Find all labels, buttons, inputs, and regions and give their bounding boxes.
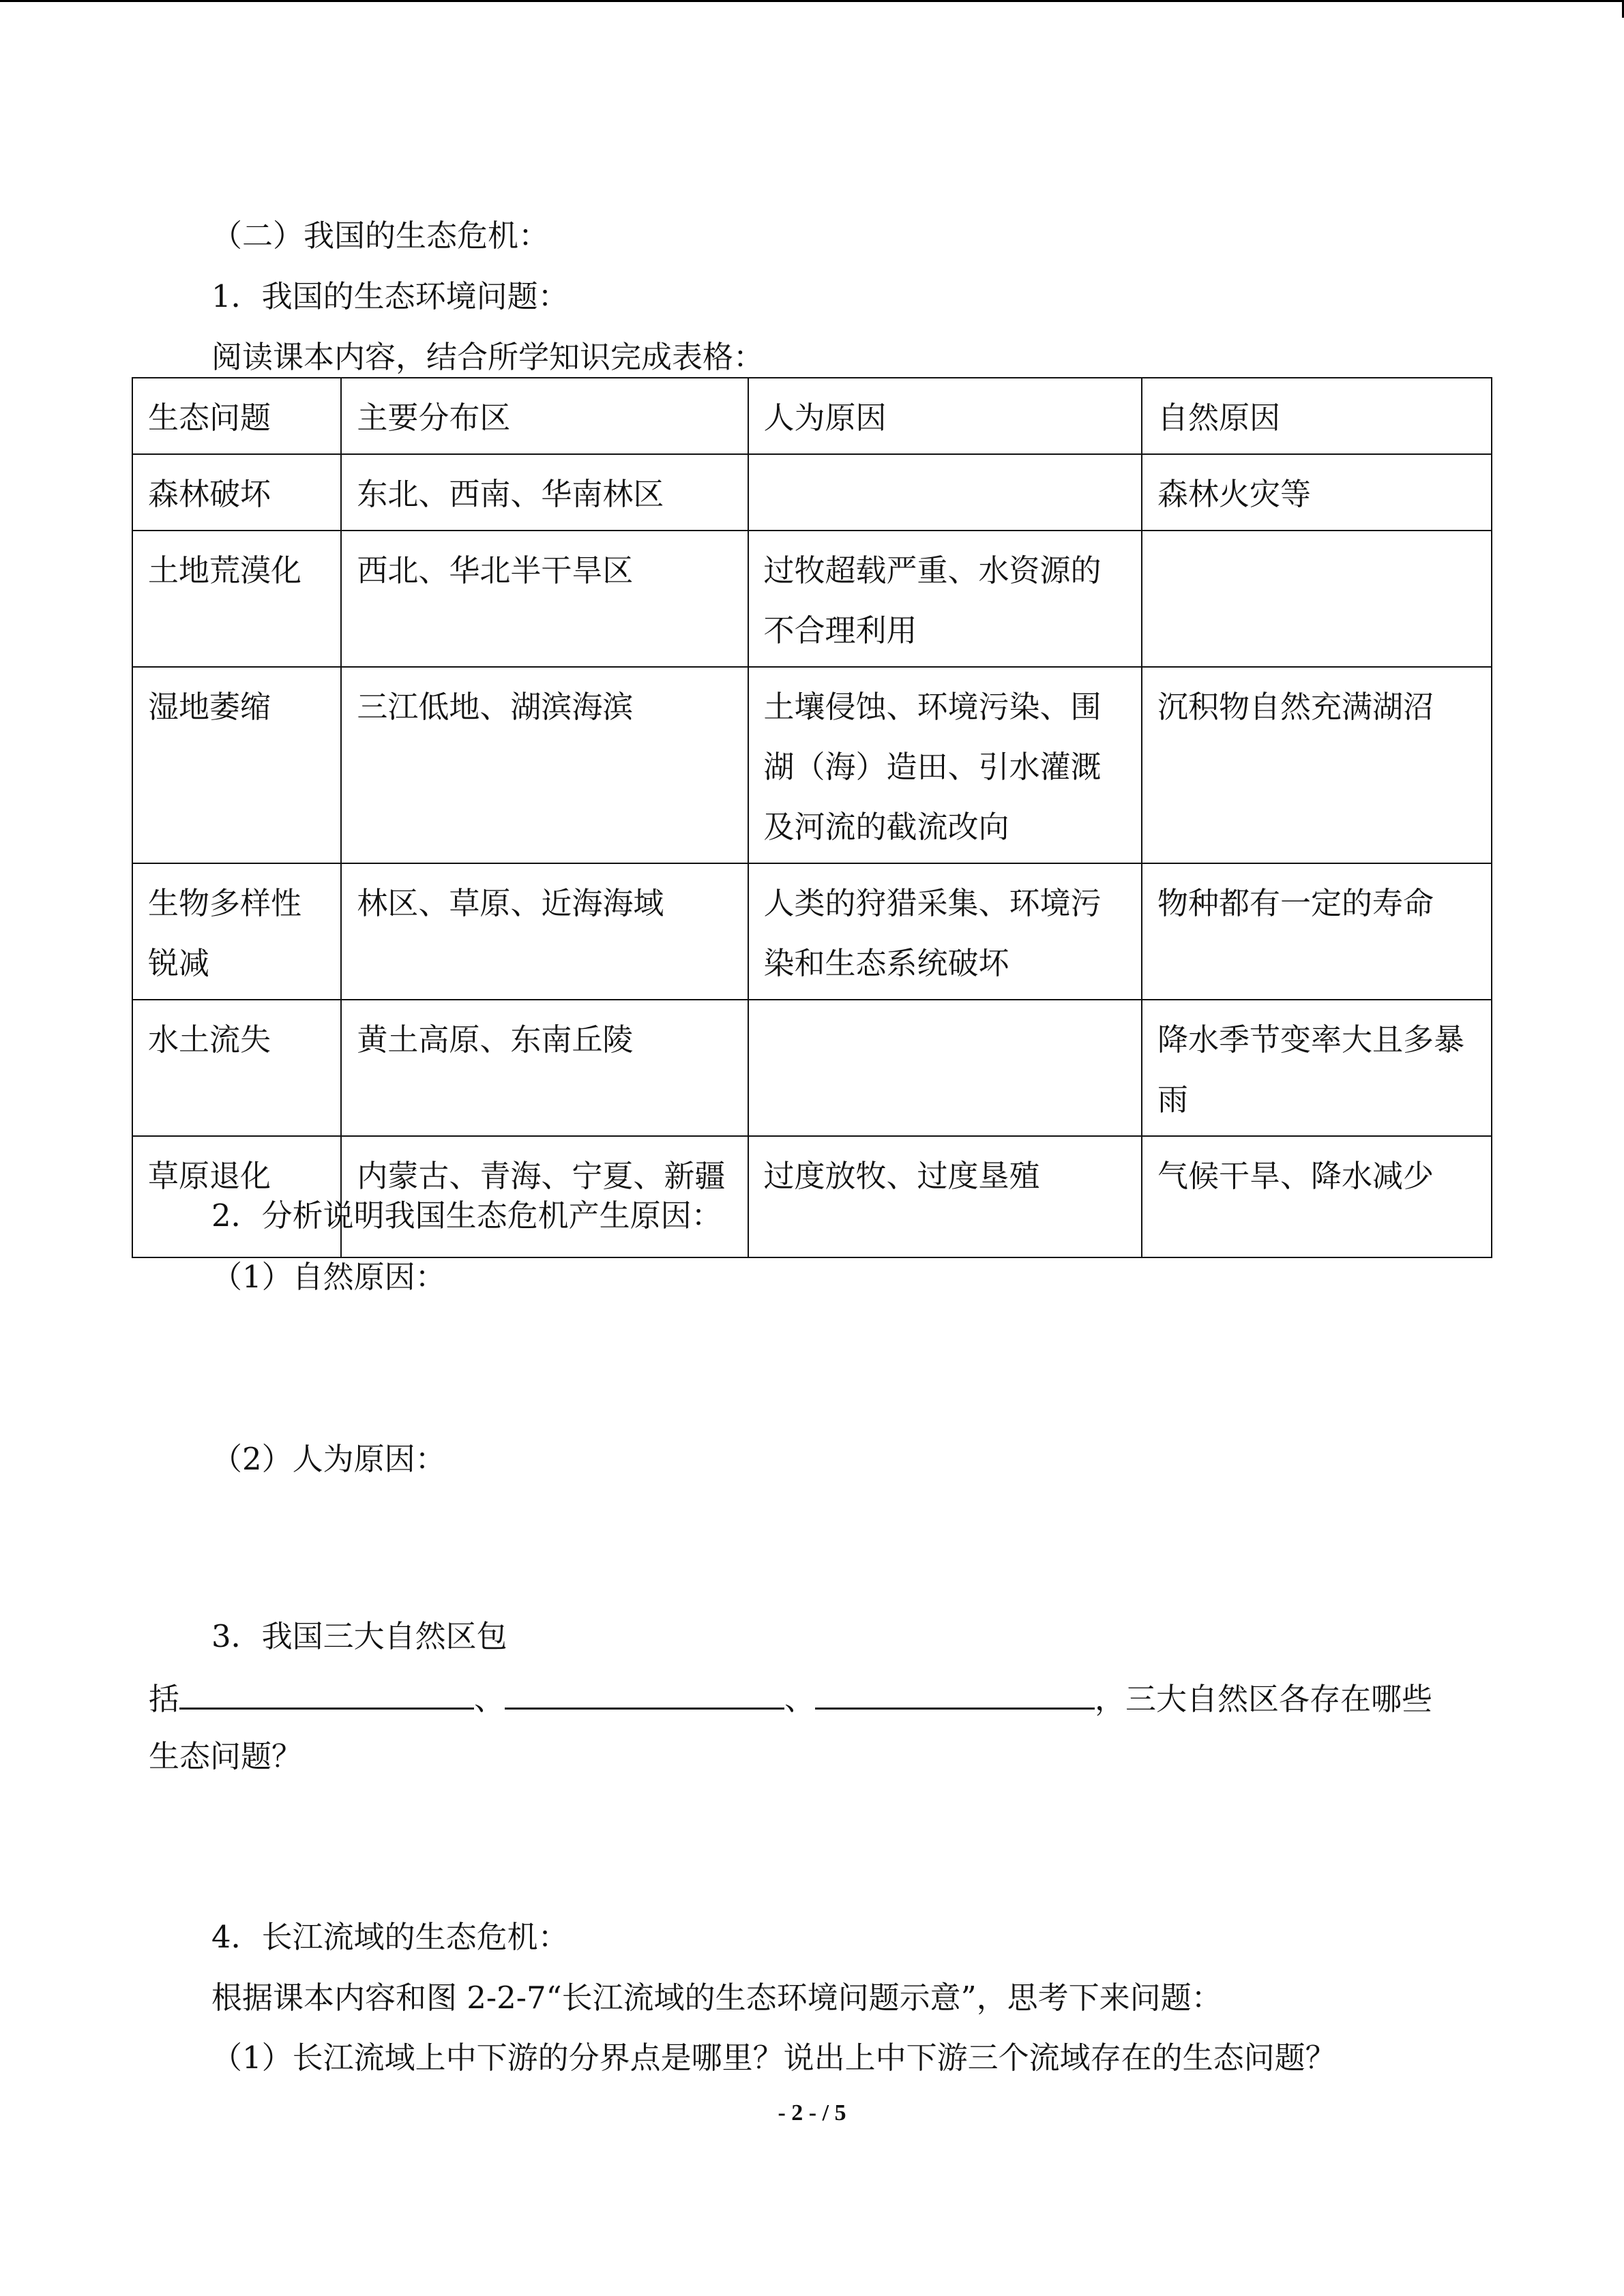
table-cell: 物种都有一定的寿命 (1142, 863, 1492, 1000)
item2-human-causes: （2）人为原因： (211, 1441, 446, 1477)
table-cell (1142, 531, 1492, 667)
table-cell: 东北、西南、华南林区 (341, 454, 748, 531)
table-row (132, 667, 1492, 863)
item4-instruction: 根据课本内容和图 2-2-7“长江流域的生态环境问题示意”，思考下来问题： (211, 1980, 1222, 2016)
table-cell: 三江低地、湖滨海滨 (341, 667, 748, 863)
table-cell: 过牧超载严重、水资源的不合理利用 (748, 531, 1142, 667)
item3-question: 生态问题？ (149, 1738, 303, 1774)
header-cell: 主要分布区 (341, 378, 748, 454)
header-cell: 生态问题 (132, 378, 341, 454)
table-cell: 森林火灾等 (1142, 454, 1492, 531)
answer-blank-1[interactable] (179, 1678, 474, 1710)
item3-title: 3．我国三大自然区包 (211, 1618, 507, 1654)
table-cell: 黄土高原、东南丘陵 (341, 1000, 748, 1136)
table-row (132, 1000, 1492, 1136)
item3-prefix: 括 (149, 1681, 180, 1717)
table-cell (748, 1000, 1142, 1136)
table-header-row (132, 378, 1492, 454)
table-cell (748, 454, 1142, 531)
answer-blank-2[interactable] (505, 1678, 784, 1710)
table-row (132, 531, 1492, 667)
table-cell: 内蒙古、青海、宁夏、新疆 (341, 1136, 748, 1257)
page-top-border (0, 0, 1624, 2)
answer-blank-3[interactable] (815, 1678, 1095, 1710)
header-cell: 人为原因 (748, 378, 1142, 454)
section-title: （二）我国的生态危机： (211, 218, 550, 254)
table-row (132, 863, 1492, 1000)
table-cell: 土壤侵蚀、环境污染、围湖（海）造田、引水灌溉及河流的截流改向 (748, 667, 1142, 863)
table-cell: 生物多样性锐减 (132, 863, 341, 1000)
table-cell: 沉积物自然充满湖沼 (1142, 667, 1492, 863)
item1-title: 1．我国的生态环境问题： (211, 278, 569, 314)
table-cell: 湿地萎缩 (132, 667, 341, 863)
item3-suffix: ，三大自然区各存在哪些 (1095, 1681, 1433, 1717)
item3-separator: 、 (784, 1681, 816, 1717)
page-number: - 2 - / 5 (778, 2100, 846, 2126)
ecology-problem-table (132, 377, 1492, 1258)
item3-fill-line (149, 1678, 1432, 1718)
table-cell: 人类的狩猎采集、环境污染和生态系统破坏 (748, 863, 1142, 1000)
table-cell: 过度放牧、过度垦殖 (748, 1136, 1142, 1257)
item2-title: 2．分析说明我国生态危机产生原因： (211, 1197, 722, 1234)
table-row (132, 454, 1492, 531)
item4-title: 4．长江流域的生态危机： (211, 1919, 569, 1955)
item2-natural-causes: （1）自然原因： (211, 1259, 446, 1295)
item3-separator: 、 (474, 1681, 505, 1717)
table-cell: 降水季节变率大且多暴雨 (1142, 1000, 1492, 1136)
table-cell: 草原退化 (132, 1136, 341, 1257)
table-cell: 森林破坏 (132, 454, 341, 531)
table-cell: 水土流失 (132, 1000, 341, 1136)
table-cell: 气候干旱、降水减少 (1142, 1136, 1492, 1257)
item4-question-1: （1）长江流域上中下游的分界点是哪里？说出上中下游三个流域存在的生态问题？ (211, 2040, 1336, 2076)
table-cell: 土地荒漠化 (132, 531, 341, 667)
header-cell: 自然原因 (1142, 378, 1492, 454)
table-cell: 西北、华北半干旱区 (341, 531, 748, 667)
table-cell: 林区、草原、近海海域 (341, 863, 748, 1000)
item1-instruction: 阅读课本内容，结合所学知识完成表格： (211, 339, 765, 375)
